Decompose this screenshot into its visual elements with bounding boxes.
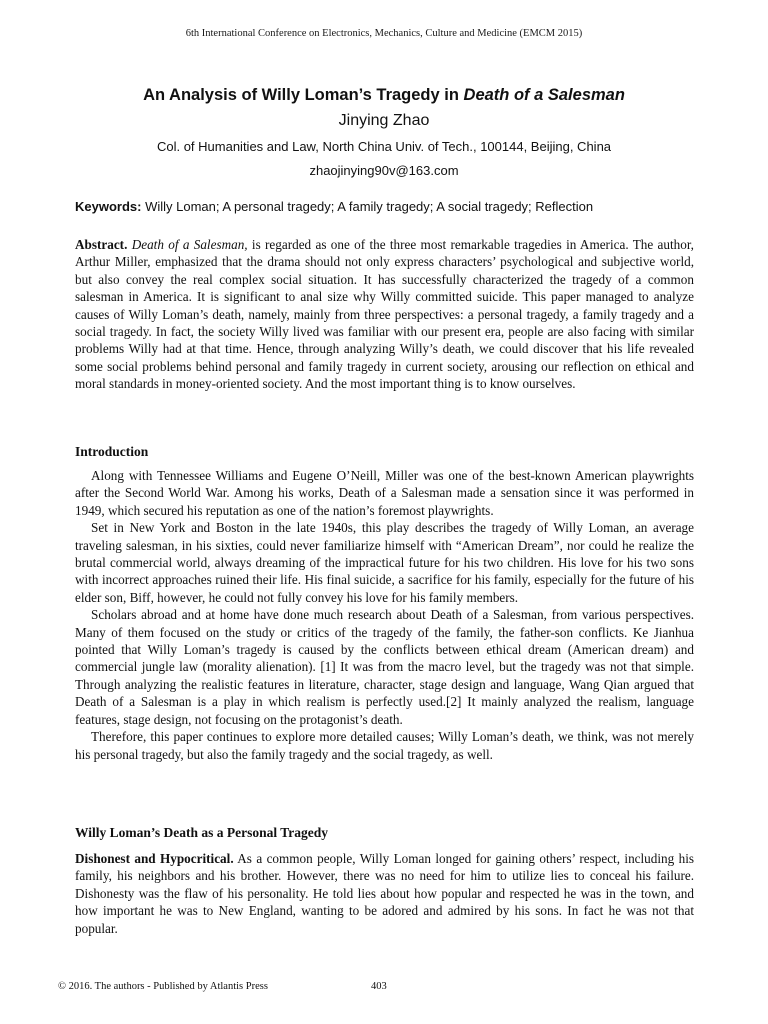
section-text: As a common people, Willy Loman longed for gaining others’ respect, including his family, his neighbors and his brother. However, there was no need for him to utilize lies to conceal his failure. Dishonesty was the flaw of his personality. He told lies about how popular and respected he was in the town, and how important he was to New England, wanting to be adored and admired by his sons. In fact he was not that popular. (75, 851, 694, 936)
abstract-label: Abstract. (75, 237, 128, 252)
title-main: An Analysis of Willy Loman’s Tragedy in (143, 86, 464, 104)
section-heading-personal-tragedy: Willy Loman’s Death as a Personal Tragedy (75, 825, 329, 840)
author-affiliation: Col. of Humanities and Law, North China Univ. of Tech., 100144, Beijing, China (156, 139, 612, 154)
conference-header: 6th International Conference on Electronics, Mechanics, Culture and Medicine (EMCM 2015) (185, 28, 583, 39)
title-italic: Death of a Salesman (463, 86, 625, 104)
intro-paragraph: Along with Tennessee Williams and Eugene O’Neill, Miller was one of the best-known American playwrights after the Second World War. Among his works, Death of a Salesman made a sensation since it was performed in 1949, which secured his reputation as one of the nation’s foremost playwrights. (75, 468, 694, 518)
paper-title (0, 86, 768, 105)
abstract-italic: Death of a Salesman, (131, 237, 248, 252)
footer-copyright: © 2016. The authors - Published by Atlantis Press (58, 981, 268, 992)
keywords-text: Willy Loman; A personal tragedy; A family tragedy; A social tragedy; Reflection (141, 199, 594, 214)
intro-paragraph: Scholars abroad and at home have done much research about Death of a Salesman, from various perspectives. Many of them focused on the study or critics of the tragedy of the family, the father-son conflicts. Ke Jianhua pointed that Willy Loman’s tragedy is caused by the conflicts between ethical dream (American dream) and commercial jungle law (morality alienation). [1] It was from the macro level, but the tragedy was not that simple. Through analyzing the realistic features in literature, character, stage design and language, Wang Qian argued that Death of a Salesman is a play in which realism is perfectly used.[2] It mainly analyzed the realism, language features, stage design, not focusing on the protagonist’s death. (75, 607, 694, 727)
introduction-heading: Introduction (75, 444, 149, 459)
intro-paragraph: Set in New York and Boston in the late 1940s, this play describes the tragedy of Willy Loman, an average traveling salesman, in his sixties, could never familiarize himself with “American Dream”, nor could he realize the brutal commercial world, always dreaming of the impractical future for his two children. His love for his two sons with incorrect approaches ruined their life. His final suicide, a sacrifice for his family, especially for the future of his elder son, Biff, however, he could not fully convey his love for his family members. (75, 520, 694, 605)
abstract (75, 236, 694, 393)
keywords-line (75, 199, 695, 214)
abstract-text: is regarded as one of the three most remarkable tragedies in America. The author, Arthur Miller, emphasized that the drama should not only express characters’ psychological and subjective world, but also convey the real complex social situation. It has successfully characterized the tragedy of a common salesman in America. It is significant to anal size why Willy committed suicide. This paper managed to analyze causes of Willy Loman’s death, namely, mainly from three perspectives: a personal tragedy, a family tragedy and a social tragedy. In fact, the society Willy lived was familiar with our present era, people are also facing with similar problems Willy had at that time. Hence, through analyzing Willy’s death, we could discover that his life revealed some social problems behind personal and family tragedy in current society, arousing our reflection on ethical and moral standards in money-oriented society. And the most important thing is to know ourselves. (75, 237, 694, 392)
introduction-body (75, 467, 694, 763)
section-personal-tragedy-body (75, 850, 694, 937)
keywords-label: Keywords: (75, 199, 142, 214)
section-lead: Dishonest and Hypocritical. (75, 851, 234, 866)
page-number: 403 (371, 981, 387, 992)
intro-paragraph: Therefore, this paper continues to explore more detailed causes; Willy Loman’s death, we think, was not merely his personal tragedy, but also the family tragedy and the social tragedy, as well. (75, 729, 694, 762)
author-email: zhaojinying90v@163.com (309, 163, 459, 178)
author-name: Jinying Zhao (338, 112, 430, 129)
